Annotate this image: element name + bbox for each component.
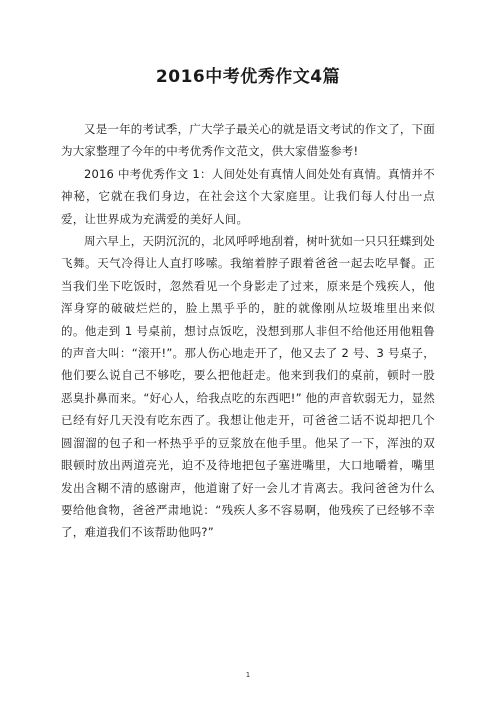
document-title: 2016中考优秀作文4篇 bbox=[155, 67, 341, 87]
document-body bbox=[61, 118, 435, 544]
paragraph-story: 周六早上，天阴沉沉的，北风呼呼地刮着，树叶犹如一只只狂蝶到处飞舞。天气冷得让人直打哆嗦。我缩着脖子跟着爸爸一起去吃早餐。正当我们坐下吃饭时，忽然看见一个身影走了过来，原来是个残疾人，他浑身穿的破破烂烂的，脸上黑乎乎的，脏的就像刚从垃圾堆里出来似的。他走到 1 号桌前，想讨点饭吃，没想到那人非但不给他还用他粗鲁的声音大叫：“滚开!”。那人伤心地走开了，他又去了 2 号、3 号桌子，他们要么说自己不够吃，要么把他赶走。他来到我们的桌前，顿时一股恶臭扑鼻而来。“好心人，给我点吃的东西吧!” 他的声音软弱无力，显然已经有好几天没有吃东西了。我想让他走开，可爸爸二话不说却把几个圆溜溜的包子和一杯热乎乎的豆浆放在他手里。他呆了一下，浑浊的双眼顿时放出两道亮光，迫不及待地把包子塞进嘴里，大口地嚼着，嘴里发出含糊不清的感谢声，他道谢了好一会儿才肯离去。我问爸爸为什么要给他食物，爸爸严肃地说：“残疾人多不容易啊，他残疾了已经够不幸了，难道我们不该帮助他吗?” bbox=[61, 234, 435, 540]
paragraph-intro: 又是一年的考试季，广大学子最关心的就是语文考试的作文了，下面 为大家整理了今年的中考优秀作文范文，供大家借鉴参考! bbox=[61, 122, 435, 159]
paragraph-essay-heading: 2016 中考优秀作文 1：人间处处有真情人间处处有真情。真情并不神秘，它就在我们身边，在社会这个大家庭里。让我们每人付出一点爱，让世界成为充满爱的美好人间。 bbox=[61, 166, 435, 226]
page-number: 1 bbox=[245, 671, 251, 679]
